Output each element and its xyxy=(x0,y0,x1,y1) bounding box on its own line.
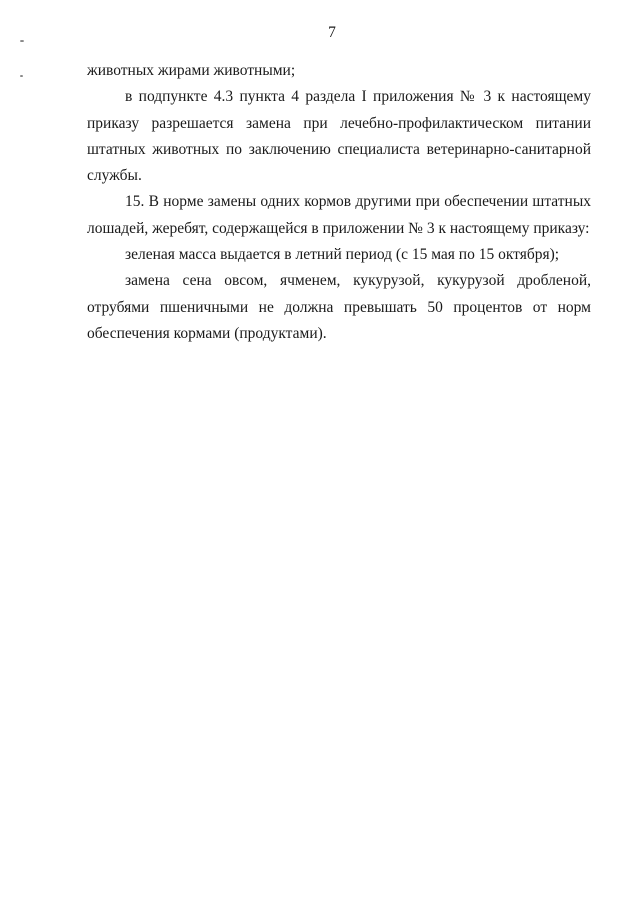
page-number: 7 xyxy=(328,24,336,41)
paragraph-item-15: 15. В норме замены одних кормов другими при обеспечении штатных лошадей, жеребят, содержащейся в приложении № 3 к настоящему приказу: xyxy=(87,193,591,237)
paragraph-hay-replacement: замена сена овсом, ячменем, кукурузой, кукурузой дробленой, отрубями пшеничными не должна превышать 50 процентов от норм обеспечения кормами (продуктами). xyxy=(87,272,591,342)
scan-mark xyxy=(20,75,23,77)
paragraph-subclause-4-3: в подпункте 4.3 пункта 4 раздела I приложения № 3 к настоящему приказу разрешается замена при лечебно-профилактическом питании штатных животных по заключению специалиста ветеринарно-санитарной службы. xyxy=(87,88,591,185)
paragraph-green-mass: зеленая масса выдается в летний период (с 15 мая по 15 октября); xyxy=(125,246,560,264)
paragraph-continuation: животных жирами животными; xyxy=(87,62,296,79)
document-body xyxy=(87,58,591,347)
